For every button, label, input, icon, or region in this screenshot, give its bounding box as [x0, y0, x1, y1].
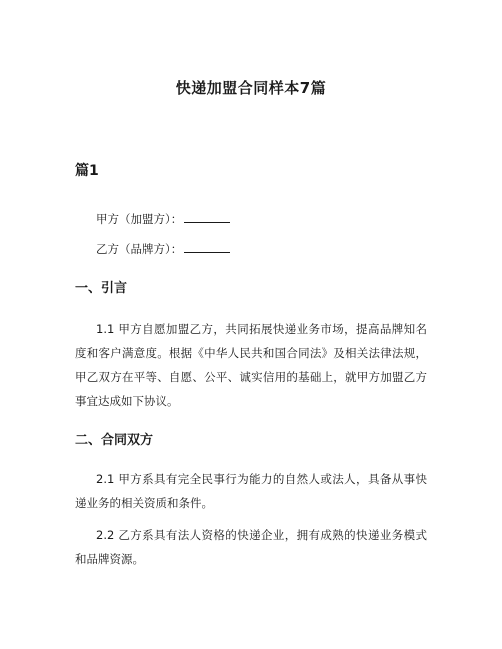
document-title: 快递加盟合同样本7篇 — [175, 79, 327, 97]
paragraph-2-2: 2.2 乙方系具有法人资格的快递企业，拥有成熟的快递业务模式和品牌资源。 — [75, 528, 427, 566]
party-a-line — [96, 211, 230, 227]
section-heading-parties: 二、合同双方 — [75, 433, 154, 448]
party-b-label: 乙方（品牌方）： — [96, 242, 183, 256]
party-b-line — [96, 241, 230, 257]
part-heading: 篇1 — [75, 163, 99, 179]
section-heading-intro: 一、引言 — [75, 281, 128, 296]
party-a-blank — [184, 211, 230, 223]
party-b-blank — [184, 241, 230, 253]
paragraph-1-1: 1.1 甲方自愿加盟乙方，共同拓展快递业务市场，提高品牌知名度和客户满意度。根据《中华人民共和国合同法》及相关法律法规，甲乙双方在平等、自愿、公平、诚实信用的基础上，就甲方加盟乙方事宜达成如下协议。 — [75, 322, 427, 408]
paragraph-2-1: 2.1 甲方系具有完全民事行为能力的自然人或法人，具备从事快递业务的相关资质和条件。 — [75, 472, 427, 510]
party-a-label: 甲方（加盟方）： — [96, 212, 183, 226]
